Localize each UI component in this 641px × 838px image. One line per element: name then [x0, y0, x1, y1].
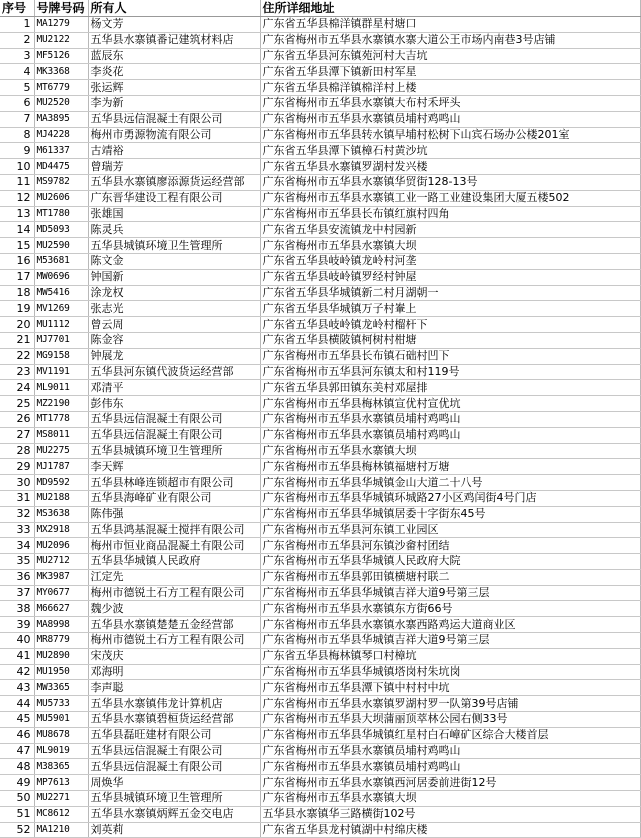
row-index-cell[interactable]: 16	[0, 253, 34, 269]
row-index-cell[interactable]: 37	[0, 585, 34, 601]
address-cell[interactable]: 广东省梅州市五华县华城镇居委十字街东45号	[260, 506, 640, 522]
row-index-cell[interactable]: 47	[0, 743, 34, 759]
address-cell[interactable]: 广东省五华县棉洋镇棉洋村上楼	[260, 80, 640, 96]
table-row	[0, 159, 640, 175]
owner-cell[interactable]: 五华县远信混凝土有限公司	[88, 411, 260, 427]
row-index-cell[interactable]: 45	[0, 712, 34, 728]
owner-cell[interactable]: 五华县磊旺建材有限公司	[88, 727, 260, 743]
owner-cell[interactable]: 五华县水寨镇伟龙计算机店	[88, 696, 260, 712]
owner-cell[interactable]: 五华县城镇环境卫生管理所	[88, 791, 260, 807]
row-index-cell[interactable]: 32	[0, 506, 34, 522]
row-index-cell[interactable]: 50	[0, 791, 34, 807]
table-row	[0, 111, 640, 127]
address-cell[interactable]: 广东省梅州市五华县河东镇沙畲村团结	[260, 538, 640, 554]
owner-cell[interactable]: 五华县远信混凝土有限公司	[88, 111, 260, 127]
address-cell[interactable]: 广东省梅州市五华县水寨镇大布村禾坪头	[260, 95, 640, 111]
table-row	[0, 348, 640, 364]
row-index-cell[interactable]: 9	[0, 143, 34, 159]
owner-cell[interactable]: 蓝辰东	[88, 48, 260, 64]
table-row	[0, 617, 640, 633]
table-row	[0, 95, 640, 111]
table-row	[0, 696, 640, 712]
address-cell[interactable]: 广东省梅州市五华县水寨镇员埔村鸡鸣山	[260, 427, 640, 443]
row-index-cell[interactable]: 27	[0, 427, 34, 443]
address-cell[interactable]: 广东省梅州市五华县华城镇吉祥大道9号第三层	[260, 585, 640, 601]
table-row	[0, 253, 640, 269]
owner-cell[interactable]: 杨文芳	[88, 17, 260, 33]
plate-number-cell[interactable]: MG9158	[34, 348, 88, 364]
plate-number-cell[interactable]: MW0696	[34, 269, 88, 285]
plate-number-cell[interactable]: MJ1787	[34, 459, 88, 475]
owner-cell[interactable]: 钟展龙	[88, 348, 260, 364]
table-row	[0, 585, 640, 601]
row-index-cell[interactable]: 19	[0, 301, 34, 317]
table-row	[0, 127, 640, 143]
row-index-cell[interactable]: 42	[0, 664, 34, 680]
table-row	[0, 506, 640, 522]
owner-cell[interactable]: 陈伟强	[88, 506, 260, 522]
table-row	[0, 80, 640, 96]
row-index-cell[interactable]: 34	[0, 538, 34, 554]
plate-number-cell[interactable]: MU2188	[34, 490, 88, 506]
row-index-cell[interactable]: 2	[0, 32, 34, 48]
row-index-cell[interactable]: 17	[0, 269, 34, 285]
table-row	[0, 569, 640, 585]
plate-number-cell[interactable]: M38365	[34, 759, 88, 775]
row-index-cell[interactable]: 35	[0, 554, 34, 570]
row-index-cell[interactable]: 26	[0, 411, 34, 427]
plate-number-cell[interactable]: MA3895	[34, 111, 88, 127]
address-cell[interactable]: 广东省梅州市五华县长布镇红旗村四角	[260, 206, 640, 222]
owner-cell[interactable]: 彭伟东	[88, 396, 260, 412]
table-row	[0, 475, 640, 491]
plate-number-cell[interactable]: MT1780	[34, 206, 88, 222]
plate-number-cell[interactable]: MJ7701	[34, 332, 88, 348]
table-row	[0, 554, 640, 570]
address-cell[interactable]: 广东省梅州市五华县水寨镇东方街66号	[260, 601, 640, 617]
row-index-cell[interactable]: 4	[0, 64, 34, 80]
owner-cell[interactable]: 五华县华城镇人民政府	[88, 554, 260, 570]
address-cell[interactable]: 广东省梅州市五华县水寨镇水寨西路鸡运大道商业区	[260, 617, 640, 633]
row-index-cell[interactable]: 13	[0, 206, 34, 222]
table-row	[0, 427, 640, 443]
row-index-cell[interactable]: 5	[0, 80, 34, 96]
table-row	[0, 490, 640, 506]
address-cell[interactable]: 广东省梅州市五华县潭下镇中村村中坑	[260, 680, 640, 696]
address-cell[interactable]: 广东省梅州市五华县水寨镇员埔村鸡鸣山	[260, 411, 640, 427]
address-cell[interactable]: 广东省梅州市五华县华城镇吉祥大道9号第三层	[260, 633, 640, 649]
address-cell[interactable]: 广东省梅州市五华县郭田镇横塘村联二	[260, 569, 640, 585]
owner-cell[interactable]: 张运辉	[88, 80, 260, 96]
plate-number-cell[interactable]: MV1191	[34, 364, 88, 380]
table-row	[0, 32, 640, 48]
address-cell[interactable]: 广东省梅州市五华县华城镇塔岗村朱坑岗	[260, 664, 640, 680]
owner-cell[interactable]: 五华县水寨镇廖添源货运经营部	[88, 174, 260, 190]
owner-cell[interactable]: 李为新	[88, 95, 260, 111]
table-row	[0, 806, 640, 822]
plate-number-cell[interactable]: MU5901	[34, 712, 88, 728]
plate-number-cell[interactable]: MU2122	[34, 32, 88, 48]
table-row	[0, 380, 640, 396]
plate-number-cell[interactable]: MV1269	[34, 301, 88, 317]
row-index-cell[interactable]: 36	[0, 569, 34, 585]
plate-number-cell[interactable]: MZ2190	[34, 396, 88, 412]
owner-cell[interactable]: 钟国新	[88, 269, 260, 285]
owner-cell[interactable]: 陈灵兵	[88, 222, 260, 238]
table-row	[0, 364, 640, 380]
table-row	[0, 775, 640, 791]
table-row	[0, 143, 640, 159]
owner-cell[interactable]: 五华县远信混凝土有限公司	[88, 427, 260, 443]
table-row	[0, 317, 640, 333]
owner-cell[interactable]: 五华县林峰连锁超市有限公司	[88, 475, 260, 491]
owner-cell[interactable]: 涂龙权	[88, 285, 260, 301]
row-index-cell[interactable]: 43	[0, 680, 34, 696]
address-cell[interactable]: 广东省梅州市五华县大坝蒲丽顶萃林公园右侧33号	[260, 712, 640, 728]
address-cell[interactable]: 广东省梅州市五华县梅林镇福塘村万塘	[260, 459, 640, 475]
plate-number-cell[interactable]: MW3365	[34, 680, 88, 696]
plate-number-cell[interactable]: MU2590	[34, 238, 88, 254]
owner-cell[interactable]: 宋茂庆	[88, 648, 260, 664]
table-row	[0, 601, 640, 617]
row-index-cell[interactable]: 48	[0, 759, 34, 775]
table-row	[0, 190, 640, 206]
row-index-cell[interactable]: 14	[0, 222, 34, 238]
owner-cell[interactable]: 陈文金	[88, 253, 260, 269]
address-cell[interactable]: 广东省梅州市五华县水寨镇员埔村鸡鸣山	[260, 759, 640, 775]
owner-cell[interactable]: 张志光	[88, 301, 260, 317]
plate-number-cell[interactable]: MY0677	[34, 585, 88, 601]
row-index-cell[interactable]: 28	[0, 443, 34, 459]
plate-number-cell[interactable]: MJ4228	[34, 127, 88, 143]
address-cell[interactable]: 广东省梅州市五华县水寨镇大坝	[260, 238, 640, 254]
owner-cell[interactable]: 古靖裕	[88, 143, 260, 159]
plate-number-cell[interactable]: MA8998	[34, 617, 88, 633]
address-cell[interactable]: 广东省五华县水寨镇罗湖村发兴楼	[260, 159, 640, 175]
owner-cell[interactable]: 陈金容	[88, 332, 260, 348]
row-index-cell[interactable]: 38	[0, 601, 34, 617]
owner-cell[interactable]: 魏少波	[88, 601, 260, 617]
address-cell[interactable]: 五华县水寨镇华三路横街102号	[260, 806, 640, 822]
address-cell[interactable]: 广东省梅州市五华县梅林镇宣优村宣优坑	[260, 396, 640, 412]
plate-number-cell[interactable]: MD4475	[34, 159, 88, 175]
address-cell[interactable]: 广东省梅州市五华县水寨镇员埔村鸡鸣山	[260, 743, 640, 759]
plate-number-cell[interactable]: MU2275	[34, 443, 88, 459]
owner-cell[interactable]: 五华县海峰矿业有限公司	[88, 490, 260, 506]
table-row	[0, 238, 640, 254]
table-row	[0, 174, 640, 190]
owner-cell[interactable]: 江定先	[88, 569, 260, 585]
address-cell[interactable]: 广东省梅州市五华县水寨镇西河居委前进街12号	[260, 775, 640, 791]
plate-number-cell[interactable]: MA1210	[34, 822, 88, 838]
table-row	[0, 727, 640, 743]
address-cell[interactable]: 广东省梅州市五华县水寨镇华贸街128-13号	[260, 174, 640, 190]
owner-cell[interactable]: 李声聪	[88, 680, 260, 696]
plate-number-cell[interactable]: MP7613	[34, 775, 88, 791]
row-index-cell[interactable]: 6	[0, 95, 34, 111]
address-cell[interactable]: 广东省五华县岐岭镇龙岭村榴杆下	[260, 317, 640, 333]
table-row	[0, 822, 640, 838]
plate-number-cell[interactable]: MU1112	[34, 317, 88, 333]
row-index-cell[interactable]: 15	[0, 238, 34, 254]
table-row	[0, 759, 640, 775]
plate-number-cell[interactable]: MS3638	[34, 506, 88, 522]
plate-number-cell[interactable]: MD9592	[34, 475, 88, 491]
table-row	[0, 206, 640, 222]
owner-cell[interactable]: 五华县鸿基混凝土搅拌有限公司	[88, 522, 260, 538]
owner-cell[interactable]: 刘英莉	[88, 822, 260, 838]
plate-number-cell[interactable]: MU8678	[34, 727, 88, 743]
plate-number-cell[interactable]: MC8612	[34, 806, 88, 822]
row-index-cell[interactable]: 29	[0, 459, 34, 475]
plate-number-cell[interactable]: MU2606	[34, 190, 88, 206]
table-row	[0, 633, 640, 649]
row-index-cell[interactable]: 25	[0, 396, 34, 412]
owner-cell[interactable]: 曾云周	[88, 317, 260, 333]
table-row	[0, 332, 640, 348]
address-cell[interactable]: 广东省梅州市五华县水寨镇大坝	[260, 443, 640, 459]
owner-cell[interactable]: 周焕华	[88, 775, 260, 791]
table-row	[0, 411, 640, 427]
row-index-cell[interactable]: 44	[0, 696, 34, 712]
row-index-cell[interactable]: 51	[0, 806, 34, 822]
table-row	[0, 648, 640, 664]
owner-cell[interactable]: 五华县水寨镇炳辉五金交电店	[88, 806, 260, 822]
table-row	[0, 791, 640, 807]
plate-number-cell[interactable]: ML9019	[34, 743, 88, 759]
row-index-cell[interactable]: 46	[0, 727, 34, 743]
address-cell[interactable]: 广东省五华县河东镇苑河村大吉坑	[260, 48, 640, 64]
plate-number-cell[interactable]: MS9782	[34, 174, 88, 190]
plate-number-cell[interactable]: MK3368	[34, 64, 88, 80]
table-row	[0, 285, 640, 301]
table-row	[0, 522, 640, 538]
owner-cell[interactable]: 张雄国	[88, 206, 260, 222]
address-cell[interactable]: 广东省五华县棉洋镇群星村塘口	[260, 17, 640, 33]
table-row	[0, 680, 640, 696]
header-plate-number[interactable]: 号牌号码	[34, 0, 88, 17]
address-cell[interactable]: 广东省五华县潭下镇樟石村黄沙坑	[260, 143, 640, 159]
table-row	[0, 301, 640, 317]
owner-cell[interactable]: 五华县水寨镇楚楚五金经营部	[88, 617, 260, 633]
owner-cell[interactable]: 邓清平	[88, 380, 260, 396]
plate-number-cell[interactable]: MX2918	[34, 522, 88, 538]
address-cell[interactable]: 广东省梅州市五华县转水镇早埔村松树下山宾石场办公楼201室	[260, 127, 640, 143]
row-index-cell[interactable]: 30	[0, 475, 34, 491]
address-cell[interactable]: 广东省梅州市五华县水寨镇工业一路工业建设集团大厦五楼502	[260, 190, 640, 206]
owner-cell[interactable]: 五华县水寨镇番记建筑材料店	[88, 32, 260, 48]
owner-cell[interactable]: 广东晋华建设工程有限公司	[88, 190, 260, 206]
plate-number-cell[interactable]: MU1950	[34, 664, 88, 680]
plate-number-cell[interactable]: M53681	[34, 253, 88, 269]
table-row	[0, 459, 640, 475]
address-cell[interactable]: 广东省梅州市五华县华城镇环城路27小区鸡闰街4号门店	[260, 490, 640, 506]
table-row	[0, 269, 640, 285]
address-cell[interactable]: 广东省五华县龙村镇湖中村绵庆楼	[260, 822, 640, 838]
table-row	[0, 443, 640, 459]
plate-number-cell[interactable]: MA1279	[34, 17, 88, 33]
owner-cell[interactable]: 五华县远信混凝土有限公司	[88, 743, 260, 759]
table-row	[0, 712, 640, 728]
table-row	[0, 743, 640, 759]
header-index[interactable]: 序号	[0, 0, 34, 17]
row-index-cell[interactable]: 21	[0, 332, 34, 348]
row-index-cell[interactable]: 33	[0, 522, 34, 538]
plate-number-cell[interactable]: MR8779	[34, 633, 88, 649]
row-index-cell[interactable]: 49	[0, 775, 34, 791]
row-index-cell[interactable]: 7	[0, 111, 34, 127]
address-cell[interactable]: 广东省梅州市五华县水寨镇罗湖村罗一队第39号店铺	[260, 696, 640, 712]
address-cell[interactable]: 广东省梅州市五华县水寨镇大坝	[260, 791, 640, 807]
plate-number-cell[interactable]: MU2271	[34, 791, 88, 807]
address-cell[interactable]: 广东省梅州市五华县长布镇石础村凹下	[260, 348, 640, 364]
plate-number-cell[interactable]: MU2096	[34, 538, 88, 554]
owner-cell[interactable]: 五华县河东镇代波货运经营部	[88, 364, 260, 380]
owner-cell[interactable]: 五华县水寨镇碧桓货运经营部	[88, 712, 260, 728]
address-cell[interactable]: 广东省五华县华城镇万子村輋上	[260, 301, 640, 317]
table-row	[0, 538, 640, 554]
table-row	[0, 17, 640, 33]
address-cell[interactable]: 广东省梅州市五华县河东镇太和村119号	[260, 364, 640, 380]
owner-cell[interactable]: 五华县远信混凝土有限公司	[88, 759, 260, 775]
address-cell[interactable]: 广东省梅州市五华县华城镇金山大道二十八号	[260, 475, 640, 491]
row-index-cell[interactable]: 41	[0, 648, 34, 664]
plate-number-cell[interactable]: MU5733	[34, 696, 88, 712]
address-cell[interactable]: 广东省梅州市五华县河东镇工业园区	[260, 522, 640, 538]
row-index-cell[interactable]: 3	[0, 48, 34, 64]
owner-cell[interactable]: 邓海明	[88, 664, 260, 680]
address-cell[interactable]: 广东省五华县岐岭镇龙岭村河垄	[260, 253, 640, 269]
row-index-cell[interactable]: 24	[0, 380, 34, 396]
owner-cell[interactable]: 梅州市勇源物流有限公司	[88, 127, 260, 143]
owner-cell[interactable]: 梅州市德锐土石方工程有限公司	[88, 585, 260, 601]
plate-number-cell[interactable]: MT1778	[34, 411, 88, 427]
address-cell[interactable]: 广东省梅州市五华县华城镇红星村白石嶂矿区综合大楼首层	[260, 727, 640, 743]
row-index-cell[interactable]: 23	[0, 364, 34, 380]
owner-cell[interactable]: 五华县城镇环境卫生管理所	[88, 443, 260, 459]
owner-cell[interactable]: 五华县城镇环境卫生管理所	[88, 238, 260, 254]
owner-cell[interactable]: 李天辉	[88, 459, 260, 475]
plate-number-cell[interactable]: MD5093	[34, 222, 88, 238]
table-row	[0, 222, 640, 238]
plate-number-cell[interactable]: MK3987	[34, 569, 88, 585]
table-row	[0, 64, 640, 80]
header-owner[interactable]: 所有人	[88, 0, 260, 17]
owner-cell[interactable]: 梅州市德锐土石方工程有限公司	[88, 633, 260, 649]
table-row	[0, 396, 640, 412]
plate-number-cell[interactable]: ML9011	[34, 380, 88, 396]
row-index-cell[interactable]: 20	[0, 317, 34, 333]
address-cell[interactable]: 广东省五华县梅林镇琴口村樟坑	[260, 648, 640, 664]
row-index-cell[interactable]: 40	[0, 633, 34, 649]
row-index-cell[interactable]: 52	[0, 822, 34, 838]
plate-number-cell[interactable]: MU2712	[34, 554, 88, 570]
address-cell[interactable]: 广东省五华县郭田镇东美村邓屋排	[260, 380, 640, 396]
address-cell[interactable]: 广东省梅州市五华县水寨镇水寨大道公王市场内南巷3号店铺	[260, 32, 640, 48]
row-index-cell[interactable]: 12	[0, 190, 34, 206]
table-row	[0, 664, 640, 680]
plate-number-cell[interactable]: MW5416	[34, 285, 88, 301]
owner-cell[interactable]: 李炎花	[88, 64, 260, 80]
owner-cell[interactable]: 梅州市恒业商品混凝土有限公司	[88, 538, 260, 554]
address-cell[interactable]: 广东省五华县岐岭镇罗经村钟屋	[260, 269, 640, 285]
address-cell[interactable]: 广东省五华县华城镇新二村月湖朝一	[260, 285, 640, 301]
row-index-cell[interactable]: 10	[0, 159, 34, 175]
address-cell[interactable]: 广东省五华县安流镇龙中村园新	[260, 222, 640, 238]
row-index-cell[interactable]: 8	[0, 127, 34, 143]
row-index-cell[interactable]: 11	[0, 174, 34, 190]
address-cell[interactable]: 广东省五华县潭下镇新田村军星	[260, 64, 640, 80]
row-index-cell[interactable]: 18	[0, 285, 34, 301]
row-index-cell[interactable]: 22	[0, 348, 34, 364]
plate-number-cell[interactable]: MF5126	[34, 48, 88, 64]
plate-number-cell[interactable]: M66627	[34, 601, 88, 617]
table-row	[0, 48, 640, 64]
header-address[interactable]: 住所详细地址	[260, 0, 640, 17]
row-index-cell[interactable]: 1	[0, 17, 34, 33]
row-index-cell[interactable]: 31	[0, 490, 34, 506]
plate-number-cell[interactable]: MU2890	[34, 648, 88, 664]
row-index-cell[interactable]: 39	[0, 617, 34, 633]
owner-cell[interactable]: 曾瑞芳	[88, 159, 260, 175]
plate-number-cell[interactable]: MT6779	[34, 80, 88, 96]
address-cell[interactable]: 广东省梅州市五华县水寨镇员埔村鸡鸣山	[260, 111, 640, 127]
plate-number-cell[interactable]: MU2520	[34, 95, 88, 111]
address-cell[interactable]: 广东省五华县横陂镇柯树村柑塘	[260, 332, 640, 348]
header-row	[0, 0, 640, 17]
address-cell[interactable]: 广东省梅州市五华县华城镇人民政府大院	[260, 554, 640, 570]
plate-number-cell[interactable]: M61337	[34, 143, 88, 159]
plate-number-cell[interactable]: MS8011	[34, 427, 88, 443]
